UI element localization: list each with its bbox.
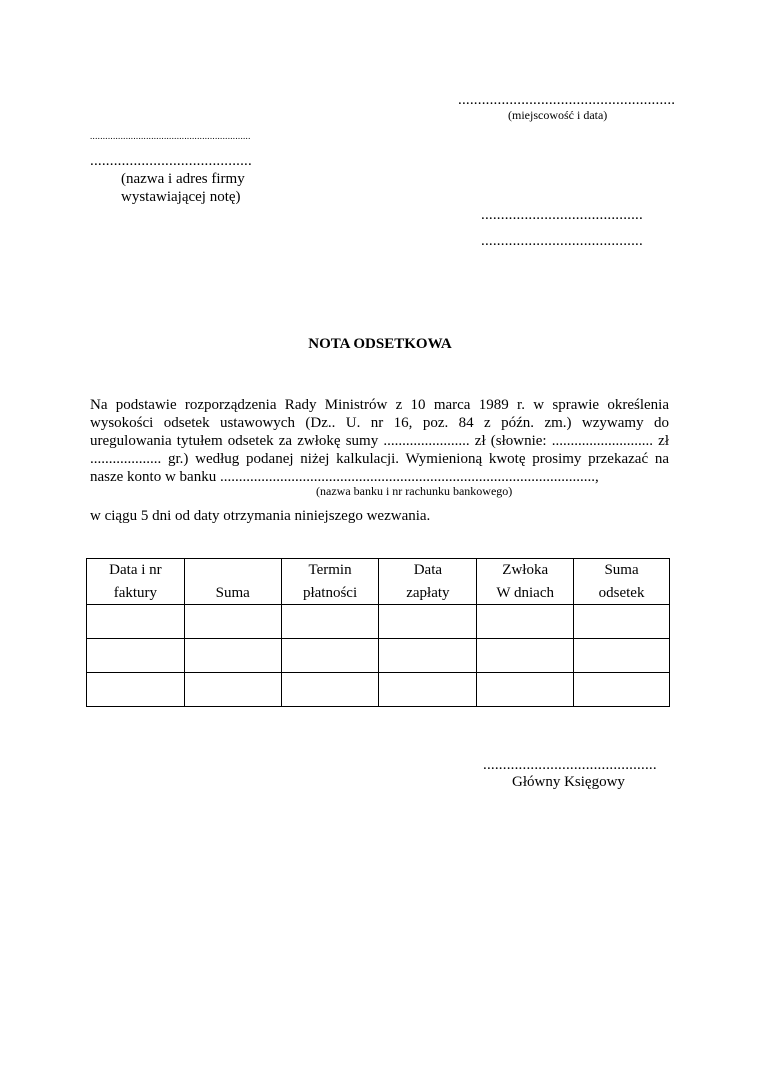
- body-line-5[interactable]: nasze konto w banku ....................................................................................................,: [90, 469, 599, 485]
- header-payment-date: [379, 559, 477, 605]
- header-cell-bottom: faktury: [113, 585, 158, 601]
- header-delay-days: [477, 559, 574, 605]
- table-cell[interactable]: [379, 605, 477, 639]
- signature-line[interactable]: ............................................: [483, 757, 657, 773]
- header-cell-bottom: płatności: [302, 585, 358, 601]
- header-invoice-date: [87, 559, 185, 605]
- header-cell-bottom: Suma: [215, 585, 250, 601]
- header-cell-top: Data i nr: [109, 562, 162, 578]
- header-cell-top: Zwłoka: [502, 562, 549, 578]
- interest-calculation-table: [86, 558, 670, 707]
- table-cell[interactable]: [574, 673, 670, 707]
- header-cell-bottom: zapłaty: [406, 585, 450, 601]
- body-line-3[interactable]: uregulowania tytułem odsetek za zwłokę sumy ....................... zł (słownie: ........................... zł: [90, 433, 669, 449]
- table-cell[interactable]: [87, 673, 185, 707]
- firm-name-line[interactable]: .........................................: [90, 153, 252, 169]
- table-cell[interactable]: [281, 673, 379, 707]
- firm-name-label: (nazwa i adres firmy wystawiającej notę): [121, 171, 245, 205]
- body-line-4[interactable]: ................... gr.) według podanej niżej kalkulacji. Wymienioną kwotę prosimy przekazać na: [90, 451, 669, 467]
- table-cell[interactable]: [281, 605, 379, 639]
- header-interest-sum: [574, 559, 670, 605]
- table-cell[interactable]: [574, 605, 670, 639]
- table-header-row: [87, 559, 670, 605]
- small-dotted-line[interactable]: ...............................................................: [90, 131, 251, 141]
- header-cell-bottom: W dniach: [496, 585, 554, 601]
- header-cell-bottom: odsetek: [598, 585, 645, 601]
- signature-label: Główny Księgowy: [512, 774, 625, 790]
- table-cell[interactable]: [184, 639, 281, 673]
- table-cell[interactable]: [184, 673, 281, 707]
- table-cell[interactable]: [87, 639, 185, 673]
- place-date-label: (miejscowość i data): [508, 108, 608, 122]
- table-cell[interactable]: [574, 639, 670, 673]
- body-line-2: wysokości odsetek ustawowych (Dz.. U. nr 16, poz. 84 z późn. zm.) wzywamy do: [90, 415, 669, 431]
- document-title: NOTA ODSETKOWA: [308, 336, 452, 352]
- header-due-date: [281, 559, 379, 605]
- payment-deadline-text: w ciągu 5 dni od daty otrzymania niniejszego wezwania.: [90, 508, 431, 524]
- table-row: [87, 605, 670, 639]
- table-cell[interactable]: [87, 605, 185, 639]
- header-cell-top: Data: [413, 562, 443, 578]
- table-row: [87, 673, 670, 707]
- bank-account-label: (nazwa banku i nr rachunku bankowego): [316, 484, 513, 498]
- table-cell[interactable]: [184, 605, 281, 639]
- table-cell[interactable]: [477, 673, 574, 707]
- header-cell-top: [185, 559, 281, 583]
- header-cell-top: Suma: [604, 562, 639, 578]
- recipient-line-2[interactable]: .........................................: [481, 233, 643, 249]
- table-cell[interactable]: [477, 605, 574, 639]
- header-cell-top: Termin: [308, 562, 352, 578]
- body-paragraph: [90, 396, 669, 486]
- recipient-line-1[interactable]: .........................................: [481, 207, 643, 223]
- table-row: [87, 639, 670, 673]
- header-amount: [184, 559, 281, 605]
- table-cell[interactable]: [477, 639, 574, 673]
- place-date-line[interactable]: .......................................................: [458, 92, 676, 108]
- body-line-1: Na podstawie rozporządzenia Rady Ministrów z 10 marca 1989 r. w sprawie określenia: [90, 397, 669, 413]
- table-cell[interactable]: [379, 639, 477, 673]
- table-cell[interactable]: [281, 639, 379, 673]
- table-cell[interactable]: [379, 673, 477, 707]
